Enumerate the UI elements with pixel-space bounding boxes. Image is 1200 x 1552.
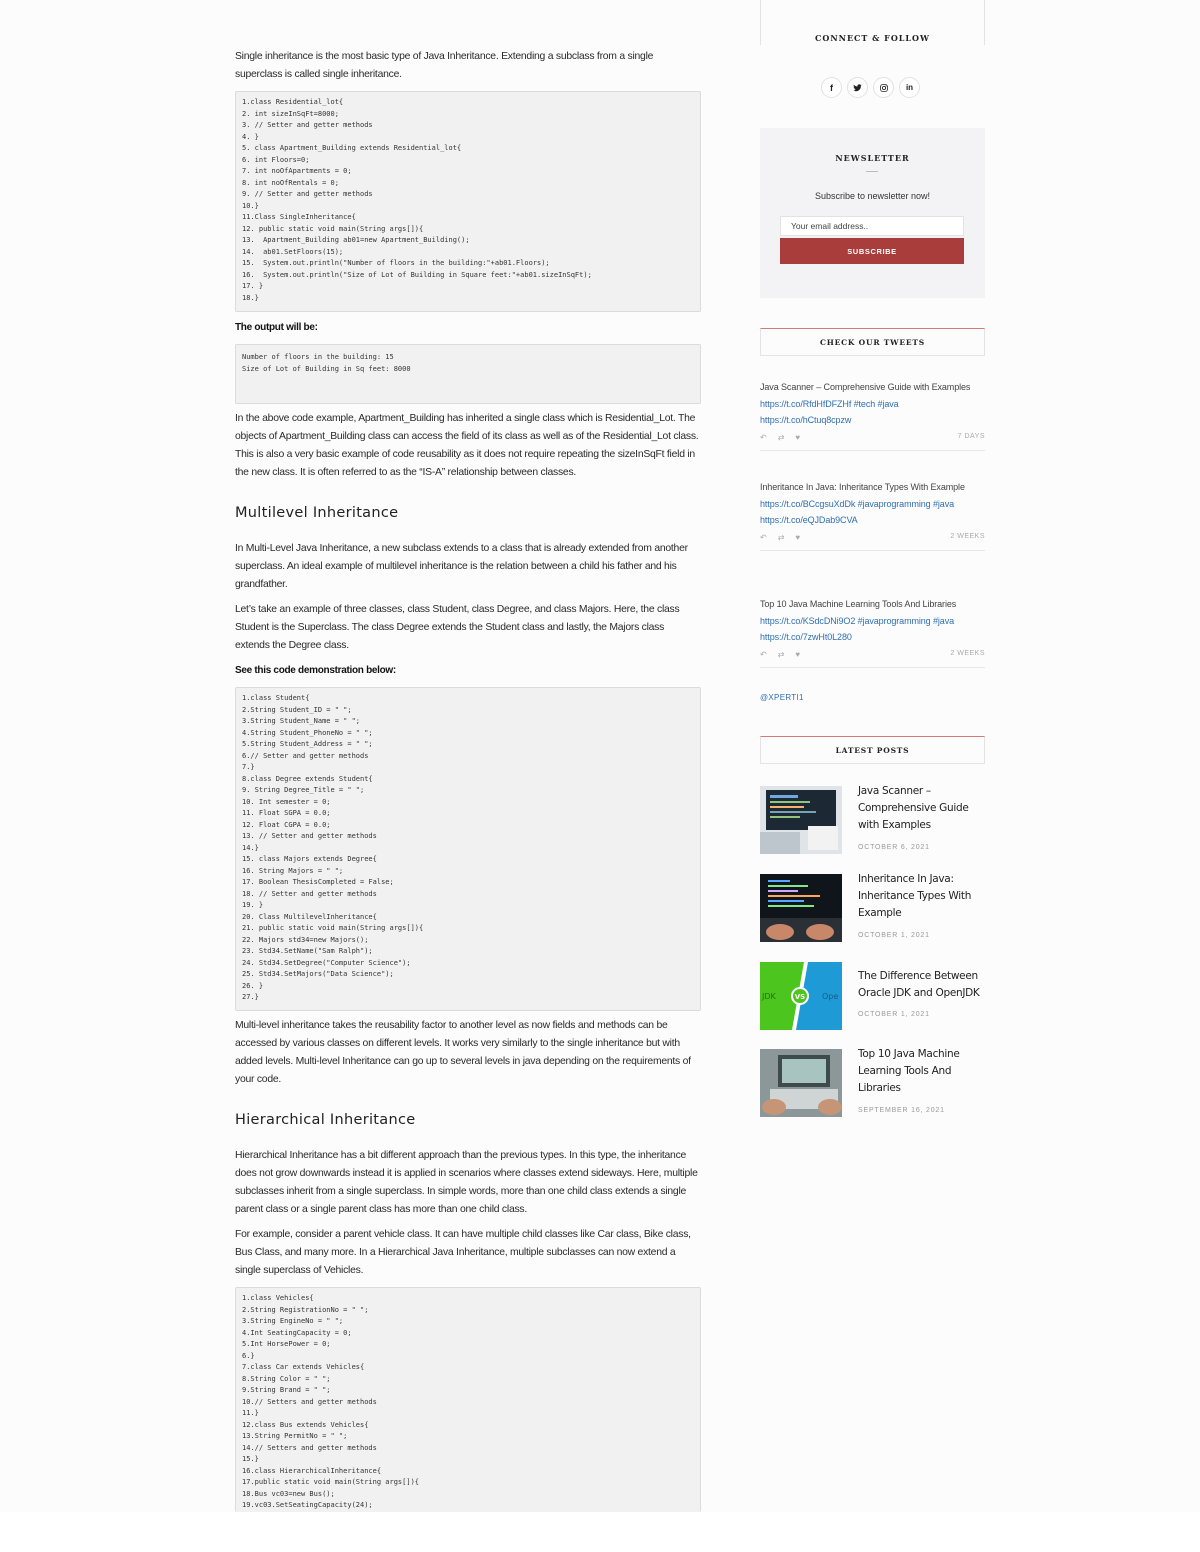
code-line: 23. Std34.SetName("Sam Ralph"); bbox=[242, 947, 373, 955]
code-block-hierarchical bbox=[235, 1287, 701, 1512]
tweet-actions bbox=[760, 533, 800, 542]
post-thumbnail[interactable] bbox=[760, 962, 842, 1030]
code-line: 13. // Setter and getter methods bbox=[242, 832, 377, 840]
post-title[interactable]: Top 10 Java Machine Learning Tools And Libraries bbox=[858, 1048, 960, 1094]
hierarchical-paragraph-1: Hierarchical Inheritance has a bit different approach than the previous types. In this type, the inheritance does not grow downwards instead it is applied in scenarios where classes extend sideways. Here, multiple subclasses inherit from a single superclass. In simple words, more than one child class extends a single parent class or a single parent class has more than one child class. bbox=[235, 1150, 698, 1215]
code-line: 22. Majors std34=new Majors(); bbox=[242, 935, 369, 944]
code-line: 18.} bbox=[242, 293, 259, 302]
code-line: 2.String RegistrationNo = " "; bbox=[242, 1305, 369, 1314]
code-line: 9. String Degree_Title = " "; bbox=[242, 786, 365, 794]
code-line: 1.class Residential_lot{ bbox=[242, 98, 344, 106]
newsletter-subtitle: Subscribe to newsletter now! bbox=[814, 191, 931, 201]
code-line: 21. public static void main(String args[]){ bbox=[242, 924, 424, 932]
multilevel-paragraph-3: Multi-level inheritance takes the reusability factor to another level as now fields and methods can be accessed by various classes on different levels. It works very similarly to the single inheritance but with added levels. Multi-level Inheritance can go up to several levels in java depending on the requirements of your code. bbox=[235, 1020, 691, 1085]
output-label: The output will be: bbox=[235, 322, 318, 333]
code-line: 4.Int SeatingCapacity = 0; bbox=[242, 1328, 352, 1337]
retweet-icon[interactable]: ⇄ bbox=[777, 432, 785, 442]
code-line: 9.String Brand = " "; bbox=[242, 1386, 331, 1394]
code-line: 1.class Vehicles{ bbox=[242, 1294, 314, 1302]
linkedin-icon[interactable]: in bbox=[899, 77, 920, 98]
code-line: 9. // Setter and getter methods bbox=[242, 190, 373, 198]
tweet-text bbox=[760, 479, 985, 529]
tweet-item bbox=[760, 379, 985, 451]
tweet-actions bbox=[760, 433, 800, 442]
latest-post-item[interactable] bbox=[760, 962, 985, 1032]
thumb-jdk-text: JDK bbox=[762, 992, 776, 1001]
heading-hierarchical: Hierarchical Inheritance bbox=[235, 1112, 416, 1128]
like-icon[interactable]: ♥ bbox=[795, 532, 801, 542]
code-line: 8.class Degree extends Student{ bbox=[242, 774, 373, 783]
post-title[interactable]: Java Scanner – Comprehensive Guide with Examples bbox=[858, 785, 969, 831]
facebook-icon[interactable]: f bbox=[821, 77, 842, 98]
tweet-links[interactable]: https://t.co/KSdcDNi9O2 #javaprogramming #java https://t.co/7zwHt0L280 bbox=[760, 615, 954, 642]
post-date: OCTOBER 1, 2021 bbox=[858, 932, 930, 939]
thumb-openjdk-text: Ope bbox=[822, 992, 839, 1001]
code-line: 10.// Setters and getter methods bbox=[242, 1397, 377, 1406]
tweet-actions bbox=[760, 650, 800, 659]
code-line: 14. ab01.SetFloors(15); bbox=[242, 247, 344, 256]
tweet-body: Top 10 Java Machine Learning Tools And Libraries bbox=[760, 599, 957, 609]
code-line: 15. class Majors extends Degree{ bbox=[242, 855, 377, 863]
tweet-text bbox=[760, 596, 985, 646]
code-line: Size of Lot of Building in Sq feet: 8000 bbox=[242, 364, 411, 373]
tweet-meta bbox=[760, 433, 985, 451]
code-line: 1.class Student{ bbox=[242, 694, 310, 702]
code-block-single bbox=[235, 91, 701, 312]
code-line: 18.Bus vc03=new Bus(); bbox=[242, 1489, 335, 1498]
code-line: 11.Class SingleInheritance{ bbox=[242, 213, 356, 221]
code-line: 12.class Bus extends Vehicles{ bbox=[242, 1420, 369, 1429]
code-line: 6.} bbox=[242, 1351, 255, 1360]
code-line: 2.String Student_ID = " "; bbox=[242, 705, 352, 714]
multilevel-paragraph-2: Let’s take an example of three classes, class Student, class Degree, and class Majors. Here, the class Student is the Superclass. The class Degree extends the Student class and lastly, the Majors class extends the Degree class. bbox=[235, 604, 680, 651]
code-line: 24. Std34.SetDegree("Computer Science"); bbox=[242, 958, 411, 967]
tweets-widget-title: CHECK OUR TWEETS bbox=[760, 328, 985, 356]
code-line: 5. class Apartment_Building extends Residential_lot{ bbox=[242, 144, 462, 152]
latest-post-item[interactable] bbox=[760, 1049, 985, 1119]
code-line: 2. int sizeInSqFt=8000; bbox=[242, 109, 339, 118]
tweet-links[interactable]: https://t.co/BCcgsuXdDk #javaprogramming #java https://t.co/eQJDab9CVA bbox=[760, 498, 954, 525]
tweet-time: 2 WEEKS bbox=[950, 649, 985, 657]
newsletter-widget bbox=[760, 128, 985, 298]
connect-follow-widget bbox=[760, 0, 985, 45]
like-icon[interactable]: ♥ bbox=[795, 432, 801, 442]
instagram-icon[interactable] bbox=[873, 77, 894, 98]
code-line: 25. Std34.SetMajors("Data Science"); bbox=[242, 970, 394, 978]
thumb-vs-text: VS bbox=[794, 993, 806, 1001]
code-line: 18. // Setter and getter methods bbox=[242, 889, 377, 898]
code-line: 6.// Setter and getter methods bbox=[242, 751, 369, 760]
tweet-time: 7 DAYS bbox=[957, 432, 985, 440]
retweet-icon[interactable]: ⇄ bbox=[777, 649, 785, 659]
post-thumbnail[interactable] bbox=[760, 1049, 842, 1117]
tweet-item bbox=[760, 479, 985, 551]
code-line: 8.String Color = " "; bbox=[242, 1374, 331, 1383]
twitter-icon[interactable] bbox=[847, 77, 868, 98]
post-title[interactable]: The Difference Between Oracle JDK and OpenJDK bbox=[858, 970, 980, 999]
code-line: 7. int noOfApartments = 0; bbox=[242, 167, 352, 175]
subscribe-button[interactable]: SUBSCRIBE bbox=[780, 238, 964, 264]
post-date: OCTOBER 6, 2021 bbox=[858, 844, 930, 851]
code-line: 12. Float CGPA = 0.0; bbox=[242, 820, 331, 829]
tweet-item bbox=[760, 596, 985, 668]
code-line: 7.class Car extends Vehicles{ bbox=[242, 1363, 365, 1371]
code-line: 5.Int HorsePower = 0; bbox=[242, 1340, 331, 1348]
code-line: 5.String Student_Address = " "; bbox=[242, 740, 373, 748]
heading-multilevel: Multilevel Inheritance bbox=[235, 505, 399, 521]
code-demo-label: See this code demonstration below: bbox=[235, 665, 396, 676]
output-explanation: In the above code example, Apartment_Building has inherited a single class which is Residential_Lot. The objects of Apartment_Building class can access the field of its class as well as of the Residential_Lot class. This is also a very basic example of code reusability as it does not require repeating the sizeInSqFt field in the new class. It is often referred to as the “IS-A” relationship between classes. bbox=[235, 413, 699, 478]
code-block-multilevel bbox=[235, 687, 701, 1011]
post-thumbnail[interactable] bbox=[760, 786, 842, 854]
code-line: 3.String EngineNo = " "; bbox=[242, 1317, 344, 1325]
code-line: 16. System.out.println("Size of Lot of Building in Square feet:"+ab01.sizeInSqFt); bbox=[242, 270, 592, 279]
code-line: 11. Float SGPA = 0.0; bbox=[242, 809, 331, 817]
code-line: 8. int noOfRentals = 0; bbox=[242, 178, 339, 187]
code-line: 3. // Setter and getter methods bbox=[242, 121, 373, 129]
code-line: 4. } bbox=[242, 132, 259, 141]
code-line: 16.class HierarchicalInheritance{ bbox=[242, 1466, 382, 1475]
tweet-body: Inheritance In Java: Inheritance Types With Example bbox=[760, 482, 965, 492]
post-title[interactable]: Inheritance In Java: Inheritance Types With Example bbox=[858, 873, 972, 919]
code-line: 15.} bbox=[242, 1455, 259, 1463]
code-line: 13. Apartment_Building ab01=new Apartment_Building(); bbox=[242, 236, 470, 244]
code-line: 3.String Student_Name = " "; bbox=[242, 717, 361, 725]
code-line: 10. Int semester = 0; bbox=[242, 797, 331, 806]
code-line: 27.} bbox=[242, 993, 259, 1001]
code-line: 14.// Setters and getter methods bbox=[242, 1443, 377, 1452]
code-line: 16. String Majors = " "; bbox=[242, 866, 344, 875]
code-line: 4.String Student_PhoneNo = " "; bbox=[242, 728, 373, 737]
social-links bbox=[821, 77, 920, 98]
reply-icon[interactable]: ↶ bbox=[760, 649, 767, 659]
like-icon[interactable]: ♥ bbox=[795, 649, 801, 659]
code-line: 12. public static void main(String args[]){ bbox=[242, 224, 424, 233]
newsletter-divider bbox=[866, 171, 878, 172]
code-line: 19.vc03.SetSeatingCapacity(24); bbox=[242, 1501, 373, 1509]
code-line: Number of floors in the building: 15 bbox=[242, 353, 394, 361]
twitter-handle-link[interactable]: @XPERTI1 bbox=[760, 693, 804, 702]
connect-follow-title: CONNECT & FOLLOW bbox=[814, 33, 931, 43]
code-line: 17.public static void main(String args[]){ bbox=[242, 1478, 420, 1486]
tweet-meta bbox=[760, 533, 985, 551]
retweet-icon[interactable]: ⇄ bbox=[777, 532, 785, 542]
output-block bbox=[235, 344, 701, 404]
latest-posts-title: LATEST POSTS bbox=[760, 736, 985, 764]
tweet-links[interactable]: https://t.co/RfdHfDFZHf #tech #java https://t.co/hCtuq8cpzw bbox=[760, 398, 899, 425]
code-line: 20. Class MultilevelInheritance{ bbox=[242, 912, 377, 921]
newsletter-title: NEWSLETTER bbox=[835, 153, 910, 163]
newsletter-email-input[interactable]: Your email address.. bbox=[780, 216, 964, 236]
reply-icon[interactable]: ↶ bbox=[760, 432, 767, 442]
tweet-meta bbox=[760, 650, 985, 668]
reply-icon[interactable]: ↶ bbox=[760, 532, 767, 542]
tweet-text bbox=[760, 379, 985, 429]
intro-paragraph: Single inheritance is the most basic type of Java Inheritance. Extending a subclass from a single superclass is called single inheritance. bbox=[235, 51, 654, 80]
multilevel-paragraph-1: In Multi-Level Java Inheritance, a new subclass extends to a class that is already extended from another superclass. An ideal example of multilevel inheritance is the relation between a child his father and his grandfather. bbox=[235, 543, 688, 590]
code-line: 14.} bbox=[242, 843, 259, 852]
post-date: SEPTEMBER 16, 2021 bbox=[858, 1107, 945, 1114]
post-date: OCTOBER 1, 2021 bbox=[858, 1011, 930, 1018]
hierarchical-paragraph-2: For example, consider a parent vehicle class. It can have multiple child classes like Car class, Bike class, Bus Class, and many more. In a Hierarchical Java Inheritance, multiple subclasses can now extend a single superclass of Vehicles. bbox=[235, 1229, 691, 1276]
code-line: 17. Boolean ThesisCompleted = False; bbox=[242, 878, 394, 886]
code-line: 11.} bbox=[242, 1409, 259, 1417]
code-line: 17. } bbox=[242, 282, 264, 290]
code-line: 6. int Floors=0; bbox=[242, 155, 310, 164]
code-line: 15. System.out.println("Number of floors in the building:"+ab01.Floors); bbox=[242, 259, 550, 267]
post-thumbnail[interactable] bbox=[760, 874, 842, 942]
code-line: 19. } bbox=[242, 901, 264, 909]
code-line: 7.} bbox=[242, 763, 255, 771]
code-line: 13.String PermitNo = " "; bbox=[242, 1432, 348, 1440]
latest-post-item[interactable] bbox=[760, 786, 985, 856]
code-line: 26. } bbox=[242, 981, 264, 990]
tweet-body: Java Scanner – Comprehensive Guide with Examples bbox=[760, 382, 971, 392]
tweet-time: 2 WEEKS bbox=[950, 532, 985, 540]
latest-post-item[interactable] bbox=[760, 874, 985, 944]
code-line: 10.} bbox=[242, 201, 259, 210]
